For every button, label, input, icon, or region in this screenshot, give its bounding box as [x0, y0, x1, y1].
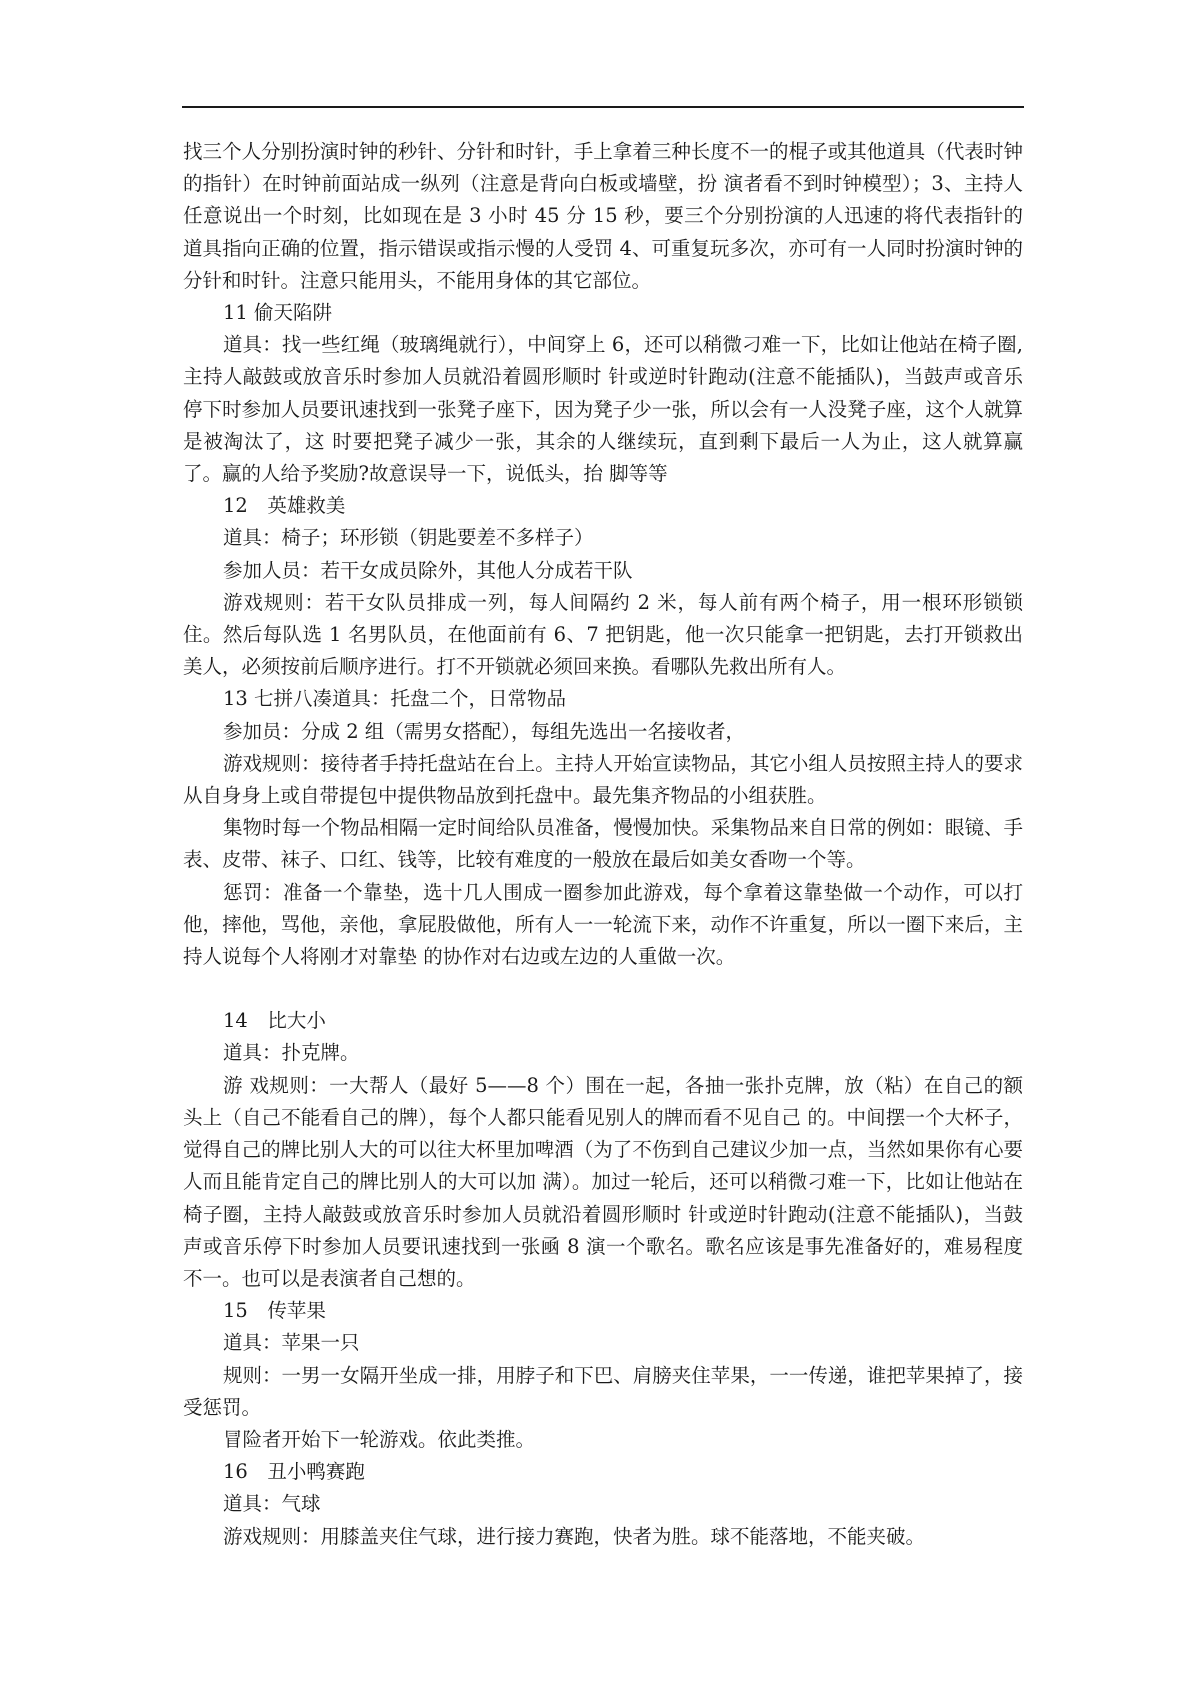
- paragraph: 规则：一男一女隔开坐成一排，用脖子和下巴、肩膀夹住苹果，一一传递，谁把苹果掉了，接受惩罚。: [183, 1363, 1023, 1419]
- paragraph-gap: [183, 973, 1023, 1005]
- paragraph: 冒险者开始下一轮游戏。依此类推。: [223, 1427, 536, 1451]
- paragraph: 14 比大小: [223, 1009, 326, 1033]
- paragraph: 道具：苹果一只: [223, 1331, 360, 1355]
- paragraph: 参加人员：若干女成员除外，其他人分成若干队: [223, 558, 633, 582]
- paragraph: 道具：椅子；环形锁（钥匙要差不多样子）: [223, 526, 594, 550]
- paragraph: 道具：气球: [223, 1492, 321, 1516]
- paragraph: 15 传苹果: [223, 1299, 326, 1323]
- paragraph: 惩罚：准备一个靠垫，选十几人围成一圈参加此游戏，每个拿着这靠垫做一个动作，可以打他，摔他，骂他，亲他，拿屁股做他，所有人一一轮流下来，动作不许重复，所以一圈下来后，主持人说每个人将刚才对靠垫 的协作对右边或左边的人重做一次。: [183, 880, 1023, 969]
- header-rule: [182, 106, 1024, 108]
- paragraph: 游戏规则：接待者手持托盘站在台上。主持人开始宣读物品，其它小组人员按照主持人的要求从自身身上或自带提包中提供物品放到托盘中。最先集齐物品的小组获胜。: [183, 751, 1023, 808]
- paragraph: 游戏规则：用膝盖夹住气球，进行接力赛跑，快者为胜。球不能落地，不能夹破。: [223, 1524, 926, 1548]
- paragraph: 游戏规则：若干女队员排成一列，每人间隔约 2 米，每人前有两个椅子，用一根环形锁锁住。然后每队选 1 名男队员，在他面前有 6、7 把钥匙，他一次只能拿一把钥匙，去打开锁救出美人，必须按前后顺序进行。打不开锁就必须回来换。看哪队先救出所有人。: [183, 590, 1023, 679]
- paragraph: 道具：扑克牌。: [223, 1041, 360, 1065]
- paragraph: 道具：找一些红绳（玻璃绳就行），中间穿上 6，还可以稍微刁难一下，比如让他站在椅子圈,主持人敲鼓或放音乐时参加人员就沿着圆形顺时 针或逆时针跑动(注意不能插队)，当鼓声或音乐停下时参加人员要讯速找到一张凳子座下，因为凳子少一张，所以会有一人没凳子座，这个人就算是被淘汰了，这 时要把凳子减少一张，其余的人继续玩，直到剩下最后一人为止，这人就算赢了。赢的人给予奖励?故意误导一下，说低头，抬 脚等等: [183, 333, 1023, 486]
- paragraph: 集物时每一个物品相隔一定时间给队员准备，慢慢加快。采集物品来自日常的例如：眼镜、手表、皮带、袜子、口红、钱等，比较有难度的一般放在最后如美女香吻一个等。: [183, 816, 1023, 872]
- paragraph: 游 戏规则：一大帮人（最好 5——8 个）围在一起，各抽一张扑克牌，放（粘）在自己的额头上（自己不能看自己的牌），每个人都只能看见别人的牌而看不见自己 的。中间摆一个大杯子，觉得自己的牌比别人大的可以往大杯里加啤酒（为了不伤到自己建议少加一点，当然如果你有心要人而且能肯定自己的牌比别人的大可以加 满）。加过一轮后，还可以稍微刁难一下，比如让他站在椅子圈，主持人敲鼓或放音乐时参加人员就沿着圆形顺时 针或逆时针跑动(注意不能插队)，当鼓声或音乐停下时参加人员要讯速找到一张凾 8 演一个歌名。歌名应该是事先准备好的，难易程度不一。也可以是表演者自己想的。: [183, 1073, 1023, 1290]
- paragraph: 找三个人分别扮演时钟的秒针、分针和时针，手上拿着三种长度不一的棍子或其他道具（代表时钟的指针）在时钟前面站成一纵列（注意是背向白板或墙壁，扮 演者看不到时钟模型）；3、主持人任意说出一个时刻，比如现在是 3 小时 45 分 15 秒，要三个分别扮演的人迅速的将代表指针的道具指向正确的位置，指示错误或指示慢的人受罚 4、可重复玩多次，亦可有一人同时扮演时钟的分针和时针。注意只能用头，不能用身体的其它部位。: [183, 140, 1023, 292]
- document-body: [183, 136, 1023, 1553]
- paragraph: 16 丑小鸭赛跑: [223, 1460, 365, 1484]
- paragraph: 12 英雄救美: [223, 494, 346, 518]
- paragraph: 13 七拼八凑道具：托盘二个，日常物品: [223, 687, 567, 711]
- paragraph: 参加员：分成 2 组（需男女搭配），每组先选出一名接收者，: [223, 719, 746, 743]
- paragraph: 11 偷天陷阱: [223, 301, 333, 325]
